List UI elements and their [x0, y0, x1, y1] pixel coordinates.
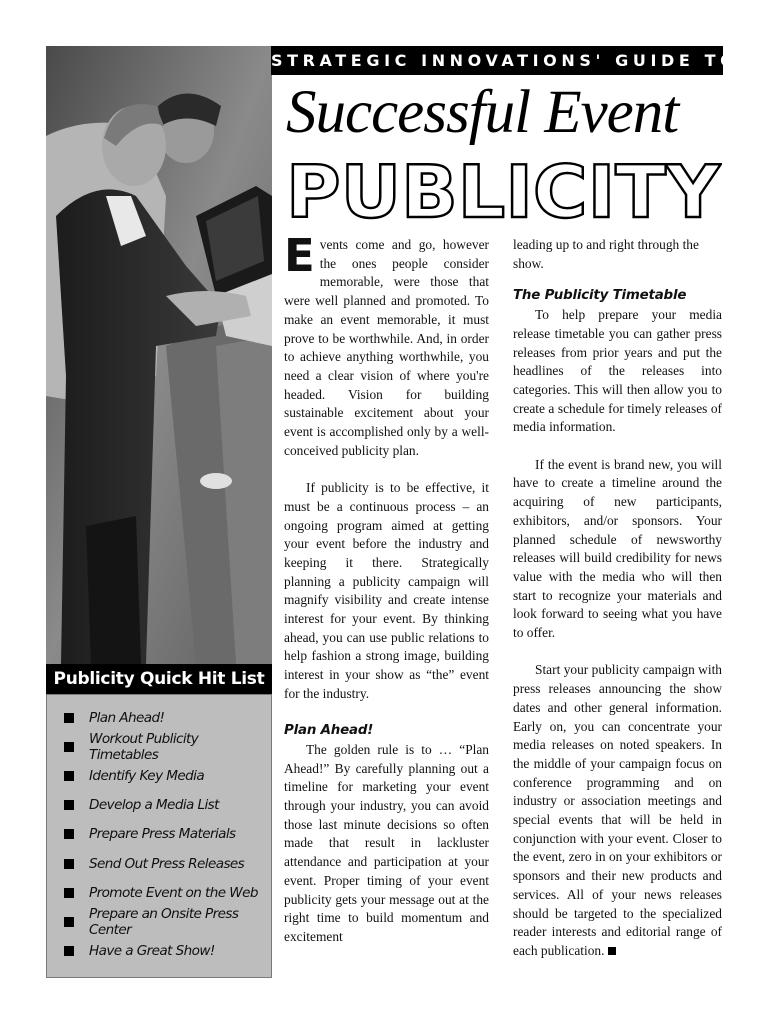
list-item — [47, 849, 271, 878]
paragraph-text: vents come and go, however the ones people consider memorable, were those that were well planned and promoted. To make an event memorable, it must prove to be worthwhile. And, in order to achieve anything worthwhile, you need a clear vision of where you're headed. Vision for building sustainable excitement about your event is accomplished only by a well-conceived publicity plan. — [284, 237, 489, 458]
publicity-outline-text: PUBLICITY — [286, 157, 721, 225]
square-bullet-icon — [64, 800, 74, 810]
paragraph-text: Start your publicity campaign with press releases announcing the show dates and other general information. Early on, you can concentrate your media releases on noted speakers. In the middle of your campaign focus on conference programming and on industry or association meetings and special events that will be held in conjunction with your event. Closer to the event, zero in on your exhibitors or sponsors and their new products and services. All of your news releases should be targeted to the specialized reader interests and editorial range of each publication. — [513, 662, 722, 958]
hitlist-items — [47, 695, 271, 966]
list-item — [47, 732, 271, 761]
list-item — [47, 937, 271, 966]
list-item-label: Plan Ahead! — [89, 709, 165, 726]
square-bullet-icon — [64, 859, 74, 869]
paragraph: The golden rule is to … “Plan Ahead!” By carefully planning out a timeline for marketing your event through your industry, you can avoid those last minute decisions so often made that result in lackluster attendance and participation at your event. Proper timing of your event publicity gets your message out at the right time to build momentum and excitement — [284, 741, 489, 944]
list-item-label: Prepare an Onsite Press Center — [89, 905, 239, 938]
photo-business-men-laptop — [46, 46, 272, 664]
subheading-plan-ahead: Plan Ahead! — [284, 723, 374, 739]
list-item-label: Identify Key Media — [89, 767, 205, 784]
closing-paragraph — [513, 661, 722, 960]
list-item-label: Promote Event on the Web — [89, 884, 258, 901]
list-item — [47, 820, 271, 849]
square-bullet-icon — [64, 771, 74, 781]
list-item — [47, 791, 271, 820]
list-item — [47, 907, 271, 936]
paragraph: If publicity is to be effective, it must be a continuous process – an ongoing program aimed at getting your event before the industry and keeping it there. Strategically planning a publicity campaign will magnify visibility and create intense interest for your event. By thinking ahead, you can use public relations to help fashion a strong image, building interest in your show as “the” event for the industry. — [284, 480, 489, 701]
hitlist-box — [46, 694, 272, 978]
square-bullet-icon — [64, 946, 74, 956]
drop-cap: E — [284, 229, 315, 282]
list-item — [47, 878, 271, 907]
square-bullet-icon — [64, 742, 74, 752]
sidebar — [46, 46, 272, 976]
list-item — [47, 703, 271, 732]
square-bullet-icon — [64, 713, 74, 723]
list-item-label: Send Out Press Releases — [89, 855, 245, 872]
subheading-publicity-timetable: The Publicity Timetable — [513, 288, 687, 304]
page-title: Successful Event — [286, 79, 679, 146]
publicity-outline-title — [284, 157, 722, 225]
paragraph: If the event is brand new, you will have to create a timeline around the acquiring of new participants, exhibitors, and/or sponsors. Your planned schedule of newsworthy releases will build credibility for news value with the media who will then start to recognize your materials and look forward to seeing what you have to offer. — [513, 456, 722, 641]
list-item-label: Develop a Media List — [89, 797, 219, 814]
list-item-label: Have a Great Show! — [89, 943, 215, 960]
paragraph-continued: leading up to and right through the show. — [513, 237, 699, 271]
list-item — [47, 761, 271, 790]
list-item-label: Workout Publicity Timetables — [89, 730, 199, 763]
square-bullet-icon — [64, 888, 74, 898]
hitlist-title: Publicity Quick Hit List — [46, 664, 272, 694]
intro-paragraph — [284, 229, 489, 460]
kicker-banner: STRATEGIC INNOVATIONS' GUIDE TO — [271, 46, 723, 75]
paragraph: To help prepare your media release timetable you can gather press releases from prior years and put the headlines of the releases into categories. This will then allow you to create a schedule for timely releases of media information. — [513, 307, 722, 435]
article-column-2 — [513, 236, 722, 961]
end-mark-icon — [608, 947, 616, 955]
square-bullet-icon — [64, 829, 74, 839]
list-item-label: Prepare Press Materials — [89, 826, 236, 843]
article-column-1 — [284, 229, 489, 947]
square-bullet-icon — [64, 917, 74, 927]
